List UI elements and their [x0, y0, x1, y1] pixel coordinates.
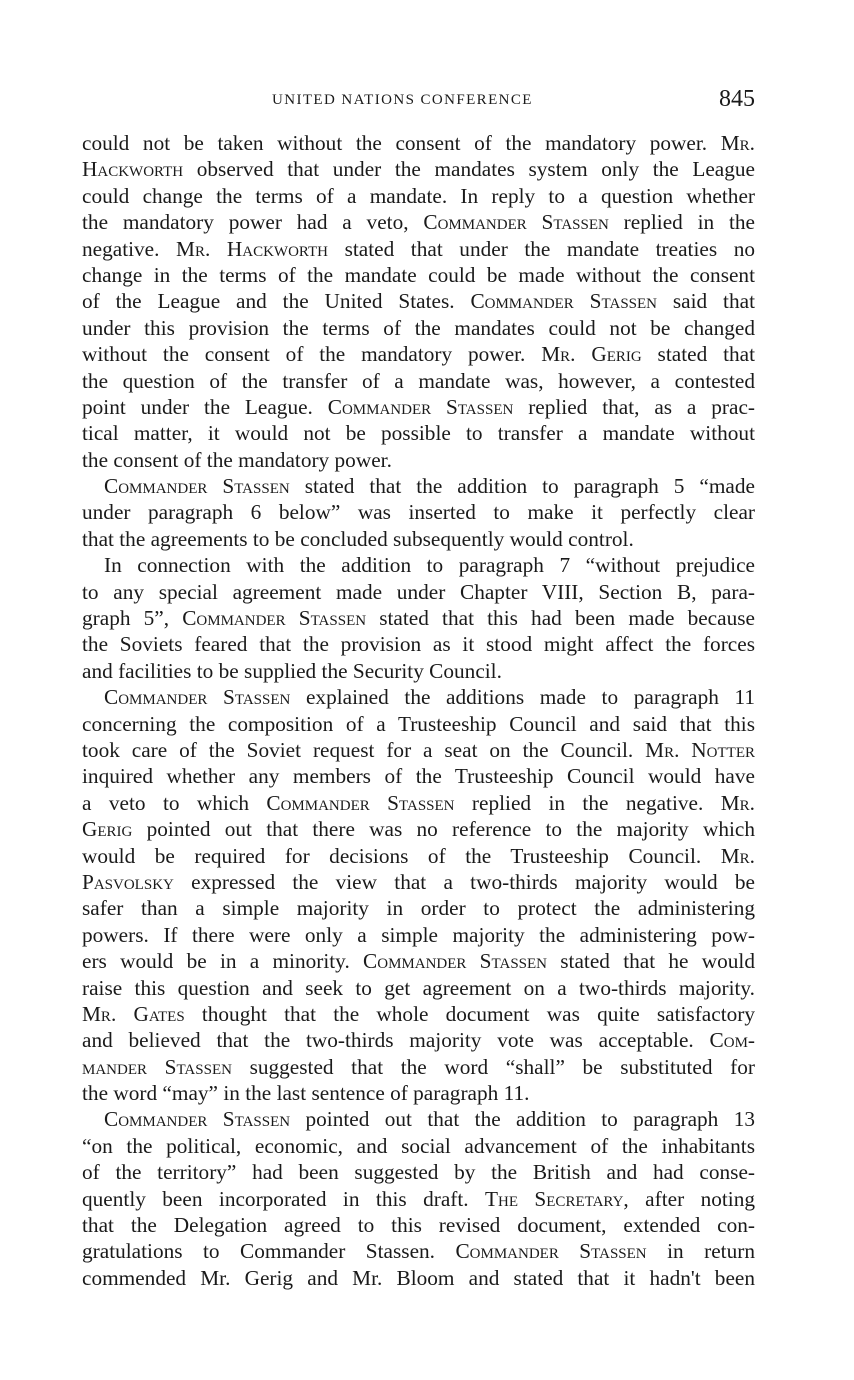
speaker-name: Mr. Notter: [645, 737, 756, 762]
text-line: of the League and the United States. Commander Stassen said that: [82, 289, 755, 314]
text-line: without the consent of the mandatory power. Mr. Gerig stated that: [82, 342, 756, 367]
speaker-name: Pasvolsky: [82, 869, 174, 894]
text-line: quently been incorporated in this draft. The Secretary, after noting: [82, 1186, 755, 1211]
text-line: Commander Stassen explained the additions made to paragraph 11: [104, 685, 756, 710]
page-header: [82, 86, 755, 116]
speaker-name: Commander Stassen: [470, 289, 658, 314]
speaker-name: mander Stassen: [82, 1054, 232, 1079]
text-line: a veto to which Commander Stassen replied in the negative. Mr.: [82, 790, 755, 815]
text-line: negative. Mr. Hackworth stated that under the mandate treaties no: [82, 236, 755, 261]
text-line: of the territory” had been suggested by the British and had conse-: [82, 1160, 755, 1185]
text-line: Gerig pointed out that there was no reference to the majority which: [82, 817, 755, 842]
text-line: took care of the Soviet request for a seat on the Council. Mr. Notter: [82, 737, 756, 762]
text-line: point under the League. Commander Stassen replied that, as a prac-: [82, 394, 755, 419]
text-line: change in the terms of the mandate could be made without the consent: [82, 262, 755, 287]
speaker-name: Mr.: [720, 790, 755, 815]
speaker-name: Commander Stassen: [363, 949, 547, 974]
speaker-name: Mr. Gerig: [541, 342, 642, 367]
text-line: could change the terms of a mandate. In reply to a question whether: [82, 183, 755, 208]
speaker-name: Mr. Hackworth: [176, 236, 328, 261]
text-line: could not be taken without the consent of the mandatory power. Mr.: [82, 131, 755, 155]
speaker-name: Mr.: [720, 843, 755, 868]
speaker-name: Gerig: [82, 817, 133, 842]
text-line: raise this question and seek to get agreement on a two-thirds majority.: [82, 975, 755, 1000]
text-line: safer than a simple majority in order to protect the administering: [82, 896, 755, 921]
page-number: 845: [719, 86, 755, 112]
text-line: the question of the transfer of a mandate was, however, a contested: [82, 368, 755, 393]
text-line: Pasvolsky expressed the view that a two-thirds majority would be: [82, 869, 755, 894]
text-line: under paragraph 6 below” was inserted to make it perfectly clear: [82, 500, 755, 525]
text-line: Commander Stassen pointed out that the addition to paragraph 13: [104, 1107, 756, 1132]
running-title: UNITED NATIONS CONFERENCE: [272, 92, 533, 108]
text-line: under this provision the terms of the mandates could not be changed: [82, 315, 755, 340]
text-line: Mr. Gates thought that the whole document was quite satisfactory: [82, 1001, 755, 1026]
text-line: the consent of the mandatory power.: [82, 447, 392, 472]
speaker-name: Mr.: [720, 131, 755, 155]
speaker-name: Hackworth: [82, 157, 184, 182]
speaker-name: The Secretary: [485, 1186, 624, 1211]
speaker-name: Commander Stassen: [266, 790, 455, 815]
speaker-name: Commander Stassen: [455, 1239, 647, 1264]
text-line: In connection with the addition to paragraph 7 “without prejudice: [104, 553, 755, 578]
text-line: mander Stassen suggested that the word “shall” be substituted for: [82, 1054, 755, 1079]
text-line: that the Delegation agreed to this revised document, extended con-: [82, 1213, 755, 1238]
speaker-name: Com-: [709, 1028, 755, 1053]
text-line: Hackworth observed that under the mandates system only the League: [82, 157, 755, 182]
text-line: to any special agreement made under Chapter VIII, Section B, para-: [82, 579, 755, 604]
text-line: gratulations to Commander Stassen. Commander Stassen in return: [82, 1239, 755, 1264]
text-line: the word “may” in the last sentence of paragraph 11.: [82, 1081, 530, 1106]
text-line: ers would be in a minority. Commander Stassen stated that he would: [82, 949, 755, 974]
text-line: the Soviets feared that the provision as it stood might affect the forces: [82, 632, 755, 657]
speaker-name: Commander Stassen: [104, 1107, 291, 1132]
text-line: powers. If there were only a simple majority the administering pow-: [82, 922, 755, 947]
text-line: and facilities to be supplied the Security Council.: [82, 658, 502, 683]
text-line: and believed that the two-thirds majority vote was acceptable. Com-: [82, 1028, 755, 1053]
text-line: would be required for decisions of the Trusteeship Council. Mr.: [82, 843, 755, 868]
speaker-name: Commander Stassen: [182, 606, 367, 631]
text-line: concerning the composition of a Trusteeship Council and said that this: [82, 711, 755, 736]
speaker-name: Commander Stassen: [423, 210, 609, 235]
text-line: graph 5”, Commander Stassen stated that this had been made because: [82, 606, 755, 631]
text-line: Commander Stassen stated that the addition to paragraph 5 “made: [104, 474, 755, 499]
body-text: [82, 130, 755, 1291]
text-line: tical matter, it would not be possible to transfer a mandate without: [82, 421, 755, 446]
text-line: the mandatory power had a veto, Commander Stassen replied in the: [82, 210, 756, 235]
speaker-name: Commander Stassen: [327, 394, 514, 419]
text-line: “on the political, economic, and social advancement of the inhabitants: [82, 1133, 755, 1158]
speaker-name: Mr. Gates: [82, 1001, 185, 1026]
speaker-name: Commander Stassen: [104, 474, 290, 499]
text-line: that the agreements to be concluded subsequently would control.: [82, 526, 634, 551]
text-line: commended Mr. Gerig and Mr. Bloom and stated that it hadn't been: [82, 1265, 755, 1290]
text-line: inquired whether any members of the Trusteeship Council would have: [82, 764, 755, 789]
speaker-name: Commander Stassen: [104, 685, 291, 710]
